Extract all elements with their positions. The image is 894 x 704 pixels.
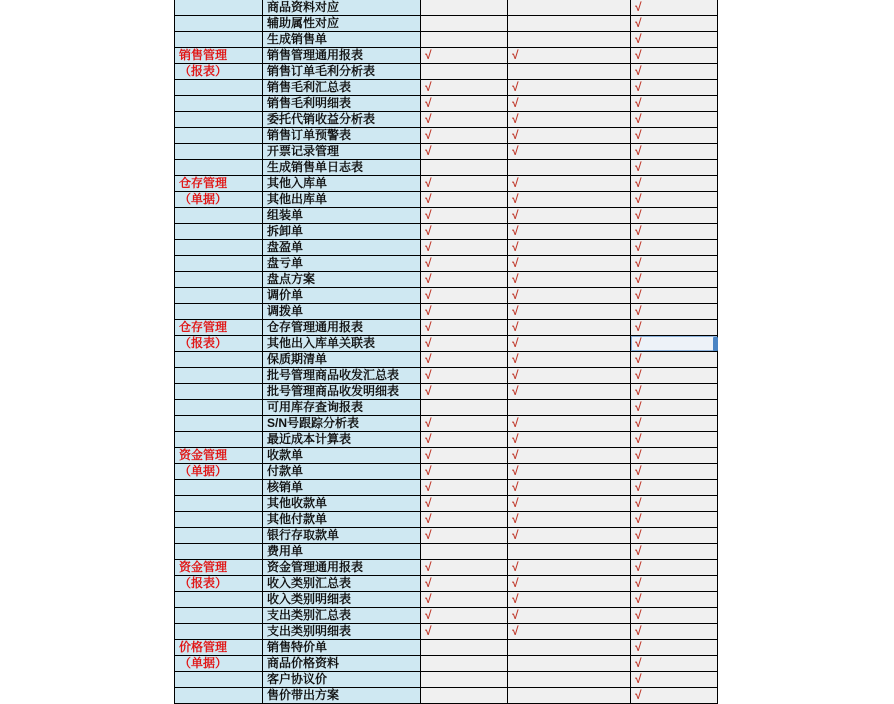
item-cell[interactable]: 生成销售单 [263, 32, 421, 48]
category-cell[interactable] [175, 32, 263, 48]
check-cell[interactable] [421, 640, 508, 656]
check-cell[interactable]: √ [631, 688, 718, 704]
check-cell[interactable]: √ [421, 128, 508, 144]
check-cell[interactable]: √ [421, 272, 508, 288]
item-cell[interactable]: 调拨单 [263, 304, 421, 320]
item-cell[interactable]: 银行存取款单 [263, 528, 421, 544]
check-cell[interactable] [508, 656, 631, 672]
check-cell[interactable]: √ [508, 432, 631, 448]
item-cell[interactable]: 销售订单预警表 [263, 128, 421, 144]
check-cell[interactable]: √ [421, 624, 508, 640]
item-cell[interactable]: 批号管理商品收发明细表 [263, 384, 421, 400]
item-cell[interactable]: 销售特价单 [263, 640, 421, 656]
check-cell[interactable]: √ [508, 560, 631, 576]
item-cell[interactable]: 批号管理商品收发汇总表 [263, 368, 421, 384]
check-cell[interactable]: √ [421, 352, 508, 368]
check-cell[interactable]: √ [508, 256, 631, 272]
check-cell[interactable]: √ [508, 352, 631, 368]
category-cell[interactable] [175, 0, 263, 16]
check-cell[interactable]: √ [631, 528, 718, 544]
check-cell[interactable]: √ [421, 384, 508, 400]
item-cell[interactable]: 收入类别汇总表 [263, 576, 421, 592]
category-cell[interactable]: （单据） [175, 464, 263, 480]
check-cell[interactable]: √ [631, 256, 718, 272]
check-cell[interactable]: √ [421, 304, 508, 320]
check-cell[interactable]: √ [508, 80, 631, 96]
check-cell[interactable]: √ [631, 112, 718, 128]
category-cell[interactable] [175, 224, 263, 240]
check-cell[interactable] [421, 688, 508, 704]
check-cell[interactable]: √ [421, 560, 508, 576]
check-cell[interactable]: √ [421, 608, 508, 624]
check-cell[interactable] [508, 688, 631, 704]
check-cell[interactable]: √ [508, 512, 631, 528]
check-cell[interactable]: √ [631, 624, 718, 640]
check-cell[interactable]: √ [508, 240, 631, 256]
check-cell[interactable]: √ [421, 448, 508, 464]
check-cell[interactable]: √ [631, 480, 718, 496]
check-cell[interactable] [421, 16, 508, 32]
check-cell[interactable] [421, 672, 508, 688]
check-cell[interactable]: √ [508, 320, 631, 336]
check-cell[interactable]: √ [421, 208, 508, 224]
check-cell[interactable]: √ [508, 384, 631, 400]
check-cell[interactable]: √ [421, 240, 508, 256]
item-cell[interactable]: 生成销售单日志表 [263, 160, 421, 176]
category-cell[interactable] [175, 512, 263, 528]
item-cell[interactable]: 调价单 [263, 288, 421, 304]
item-cell[interactable]: 仓存管理通用报表 [263, 320, 421, 336]
check-cell[interactable]: √ [421, 144, 508, 160]
category-cell[interactable] [175, 544, 263, 560]
check-cell[interactable]: √ [631, 464, 718, 480]
item-cell[interactable]: 最近成本计算表 [263, 432, 421, 448]
check-cell[interactable]: √ [631, 608, 718, 624]
check-cell[interactable]: √ [631, 320, 718, 336]
check-cell[interactable]: √ [508, 480, 631, 496]
check-cell[interactable] [508, 400, 631, 416]
check-cell[interactable]: √ [508, 464, 631, 480]
category-cell[interactable] [175, 112, 263, 128]
category-cell[interactable] [175, 608, 263, 624]
item-cell[interactable]: 核销单 [263, 480, 421, 496]
item-cell[interactable]: 其他入库单 [263, 176, 421, 192]
category-cell[interactable]: （报表） [175, 64, 263, 80]
category-cell[interactable] [175, 416, 263, 432]
item-cell[interactable]: 销售毛利明细表 [263, 96, 421, 112]
item-cell[interactable]: 其他出库单 [263, 192, 421, 208]
item-cell[interactable]: 盘点方案 [263, 272, 421, 288]
check-cell[interactable]: √ [421, 80, 508, 96]
check-cell[interactable]: √ [631, 128, 718, 144]
check-cell[interactable]: √ [631, 560, 718, 576]
category-cell[interactable] [175, 80, 263, 96]
check-cell[interactable]: √ [631, 64, 718, 80]
check-cell[interactable]: √ [508, 576, 631, 592]
check-cell[interactable]: √ [508, 336, 631, 352]
check-cell[interactable]: √ [508, 96, 631, 112]
item-cell[interactable]: 销售管理通用报表 [263, 48, 421, 64]
check-cell[interactable]: √ [421, 112, 508, 128]
check-cell[interactable]: √ [631, 512, 718, 528]
check-cell[interactable]: √ [508, 624, 631, 640]
item-cell[interactable]: 保质期清单 [263, 352, 421, 368]
item-cell[interactable]: 客户协议价 [263, 672, 421, 688]
category-cell[interactable] [175, 96, 263, 112]
item-cell[interactable]: 其他收款单 [263, 496, 421, 512]
check-cell[interactable]: √ [421, 176, 508, 192]
category-cell[interactable]: 销售管理 [175, 48, 263, 64]
check-cell[interactable]: √ [508, 608, 631, 624]
item-cell[interactable]: 盘亏单 [263, 256, 421, 272]
category-cell[interactable]: （报表） [175, 336, 263, 352]
check-cell[interactable]: √ [508, 496, 631, 512]
item-cell[interactable]: 辅助属性对应 [263, 16, 421, 32]
item-cell[interactable]: 商品资料对应 [263, 0, 421, 16]
check-cell[interactable]: √ [631, 80, 718, 96]
check-cell[interactable] [508, 16, 631, 32]
category-cell[interactable] [175, 352, 263, 368]
item-cell[interactable]: 可用库存查询报表 [263, 400, 421, 416]
category-cell[interactable] [175, 480, 263, 496]
check-cell[interactable]: √ [421, 368, 508, 384]
check-cell[interactable]: √ [421, 576, 508, 592]
check-cell[interactable] [508, 640, 631, 656]
item-cell[interactable]: 委托代销收益分析表 [263, 112, 421, 128]
category-cell[interactable] [175, 528, 263, 544]
category-cell[interactable] [175, 128, 263, 144]
check-cell[interactable]: √ [421, 480, 508, 496]
check-cell[interactable]: √ [631, 96, 718, 112]
check-cell[interactable]: √ [631, 432, 718, 448]
check-cell[interactable]: √ [421, 592, 508, 608]
check-cell[interactable]: √ [508, 368, 631, 384]
item-cell[interactable]: 支出类别汇总表 [263, 608, 421, 624]
check-cell[interactable]: √ [631, 576, 718, 592]
check-cell[interactable]: √ [508, 192, 631, 208]
check-cell[interactable]: √ [631, 672, 718, 688]
category-cell[interactable] [175, 384, 263, 400]
item-cell[interactable]: 开票记录管理 [263, 144, 421, 160]
category-cell[interactable]: 价格管理 [175, 640, 263, 656]
item-cell[interactable]: S/N号跟踪分析表 [263, 416, 421, 432]
check-cell[interactable]: √ [508, 176, 631, 192]
category-cell[interactable]: 仓存管理 [175, 320, 263, 336]
check-cell[interactable]: √ [421, 48, 508, 64]
category-cell[interactable] [175, 400, 263, 416]
category-cell[interactable]: （单据） [175, 656, 263, 672]
check-cell[interactable]: √ [421, 96, 508, 112]
check-cell[interactable] [508, 0, 631, 16]
category-cell[interactable] [175, 272, 263, 288]
check-cell[interactable]: √ [631, 640, 718, 656]
category-cell[interactable]: 资金管理 [175, 448, 263, 464]
check-cell[interactable]: √ [631, 192, 718, 208]
check-cell[interactable]: √ [421, 432, 508, 448]
check-cell[interactable]: √ [631, 208, 718, 224]
check-cell[interactable]: √ [508, 304, 631, 320]
check-cell[interactable]: √ [421, 512, 508, 528]
check-cell[interactable]: √ [631, 272, 718, 288]
check-cell[interactable]: √ [421, 320, 508, 336]
check-cell[interactable]: √ [508, 144, 631, 160]
category-cell[interactable]: 仓存管理 [175, 176, 263, 192]
category-cell[interactable] [175, 432, 263, 448]
category-cell[interactable] [175, 144, 263, 160]
check-cell[interactable] [421, 400, 508, 416]
item-cell[interactable]: 其他付款单 [263, 512, 421, 528]
check-cell[interactable] [421, 160, 508, 176]
check-cell[interactable]: √ [631, 304, 718, 320]
item-cell[interactable]: 商品价格资料 [263, 656, 421, 672]
check-cell[interactable]: √ [631, 0, 718, 16]
item-cell[interactable]: 拆卸单 [263, 224, 421, 240]
check-cell[interactable]: √ [631, 384, 718, 400]
check-cell[interactable]: √ [508, 112, 631, 128]
item-cell[interactable]: 盘盈单 [263, 240, 421, 256]
category-cell[interactable] [175, 688, 263, 704]
category-cell[interactable] [175, 592, 263, 608]
check-cell[interactable]: √ [508, 128, 631, 144]
check-cell[interactable]: √ [631, 336, 718, 352]
check-cell[interactable]: √ [631, 32, 718, 48]
category-cell[interactable]: 资金管理 [175, 560, 263, 576]
check-cell[interactable]: √ [421, 256, 508, 272]
check-cell[interactable] [508, 544, 631, 560]
check-cell[interactable]: √ [508, 224, 631, 240]
item-cell[interactable]: 资金管理通用报表 [263, 560, 421, 576]
category-cell[interactable] [175, 624, 263, 640]
check-cell[interactable]: √ [421, 464, 508, 480]
item-cell[interactable]: 支出类别明细表 [263, 624, 421, 640]
item-cell[interactable]: 组装单 [263, 208, 421, 224]
check-cell[interactable]: √ [631, 16, 718, 32]
check-cell[interactable] [421, 656, 508, 672]
category-cell[interactable] [175, 288, 263, 304]
check-cell[interactable] [508, 160, 631, 176]
check-cell[interactable]: √ [631, 144, 718, 160]
check-cell[interactable]: √ [508, 272, 631, 288]
check-cell[interactable]: √ [421, 496, 508, 512]
check-cell[interactable]: √ [631, 416, 718, 432]
category-cell[interactable] [175, 160, 263, 176]
check-cell[interactable]: √ [421, 224, 508, 240]
category-cell[interactable] [175, 240, 263, 256]
category-cell[interactable] [175, 368, 263, 384]
check-cell[interactable]: √ [421, 336, 508, 352]
check-cell[interactable]: √ [631, 496, 718, 512]
item-cell[interactable]: 收入类别明细表 [263, 592, 421, 608]
cell-cursor [713, 337, 718, 351]
check-cell[interactable] [421, 64, 508, 80]
item-cell[interactable]: 收款单 [263, 448, 421, 464]
item-cell[interactable]: 销售订单毛利分析表 [263, 64, 421, 80]
check-cell[interactable] [508, 32, 631, 48]
check-cell[interactable]: √ [631, 352, 718, 368]
category-cell[interactable] [175, 16, 263, 32]
check-cell[interactable]: √ [631, 448, 718, 464]
check-cell[interactable]: √ [421, 416, 508, 432]
check-cell[interactable]: √ [631, 400, 718, 416]
item-cell[interactable]: 售价带出方案 [263, 688, 421, 704]
check-cell[interactable]: √ [508, 448, 631, 464]
item-cell[interactable]: 付款单 [263, 464, 421, 480]
check-cell[interactable]: √ [631, 288, 718, 304]
check-cell[interactable]: √ [631, 592, 718, 608]
check-cell[interactable]: √ [508, 528, 631, 544]
check-cell[interactable]: √ [508, 416, 631, 432]
check-cell[interactable] [508, 672, 631, 688]
spreadsheet-table [174, 0, 718, 704]
category-cell[interactable] [175, 496, 263, 512]
check-cell[interactable] [421, 0, 508, 16]
check-cell[interactable] [508, 64, 631, 80]
check-cell[interactable]: √ [508, 48, 631, 64]
category-cell[interactable] [175, 256, 263, 272]
check-cell[interactable]: √ [508, 208, 631, 224]
category-cell[interactable]: （单据） [175, 192, 263, 208]
check-cell[interactable]: √ [631, 176, 718, 192]
check-cell[interactable]: √ [421, 528, 508, 544]
item-cell[interactable]: 其他出入库单关联表 [263, 336, 421, 352]
check-cell[interactable]: √ [631, 48, 718, 64]
item-cell[interactable]: 费用单 [263, 544, 421, 560]
category-cell[interactable]: （报表） [175, 576, 263, 592]
check-cell[interactable]: √ [631, 368, 718, 384]
check-cell[interactable]: √ [631, 544, 718, 560]
item-cell[interactable]: 销售毛利汇总表 [263, 80, 421, 96]
category-cell[interactable] [175, 304, 263, 320]
category-cell[interactable] [175, 672, 263, 688]
check-cell[interactable]: √ [631, 656, 718, 672]
check-cell[interactable]: √ [631, 240, 718, 256]
check-cell[interactable]: √ [421, 192, 508, 208]
check-cell[interactable]: √ [508, 288, 631, 304]
check-cell[interactable]: √ [631, 224, 718, 240]
check-cell[interactable] [421, 544, 508, 560]
category-cell[interactable] [175, 208, 263, 224]
check-cell[interactable]: √ [421, 288, 508, 304]
check-cell[interactable] [421, 32, 508, 48]
check-cell[interactable]: √ [508, 592, 631, 608]
check-cell[interactable]: √ [631, 160, 718, 176]
